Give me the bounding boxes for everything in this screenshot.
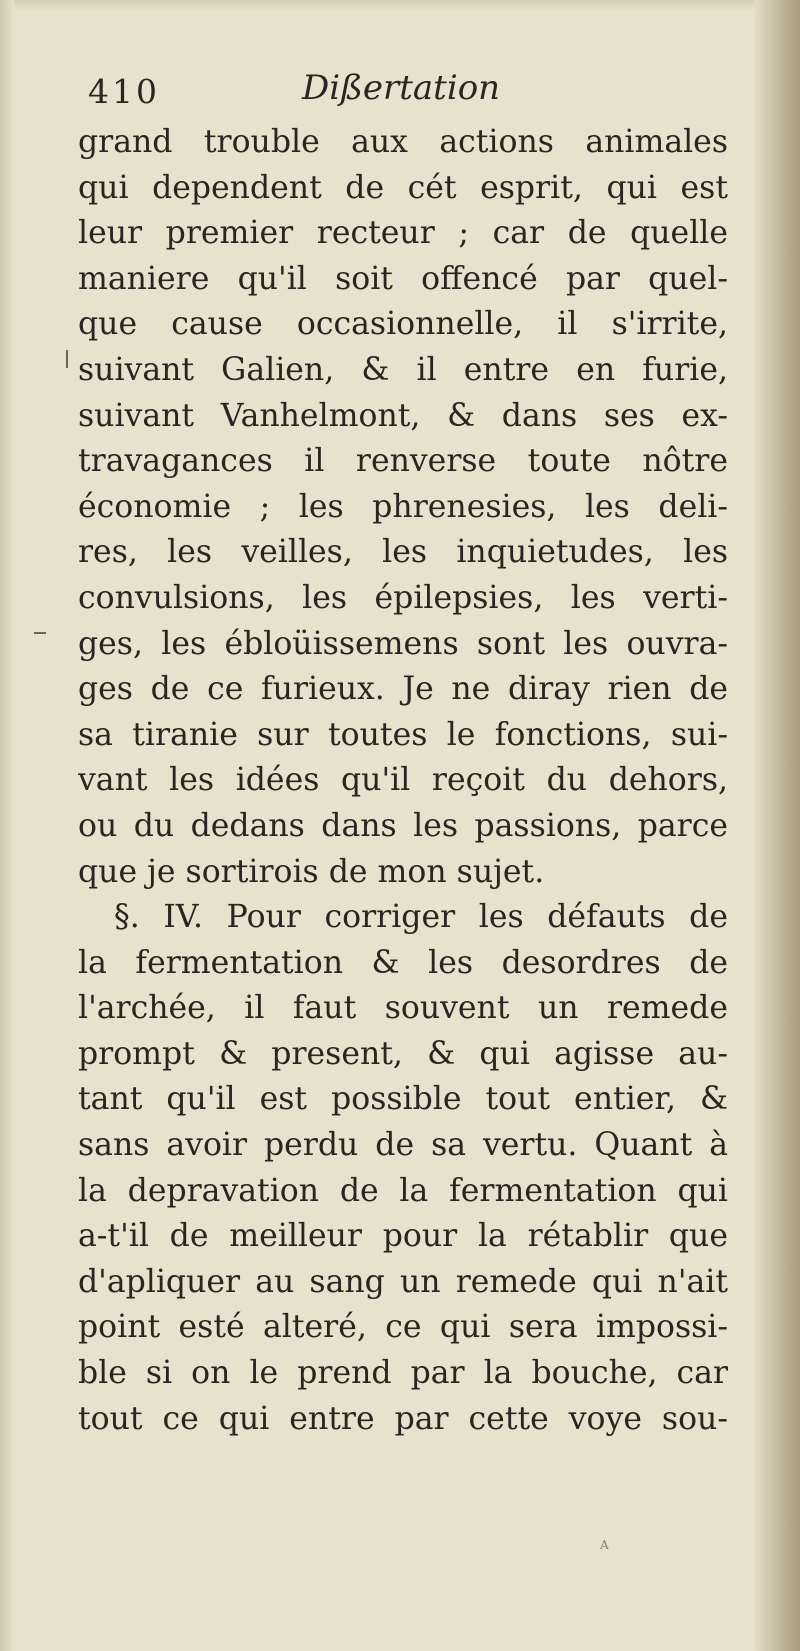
text-line: vant les idées qu'il reçoit du dehors,	[78, 762, 728, 799]
section-heading-line: §. IV. Pour corriger les défauts de	[114, 899, 728, 936]
text-line: maniere qu'il soit offencé par quel-	[78, 260, 728, 297]
text-line: ges, les ébloüissemens sont les ouvra-	[78, 625, 728, 662]
text-line: res, les veilles, les inquietudes, les	[78, 534, 728, 571]
text-line: point esté alteré, ce qui sera impossi-	[78, 1309, 728, 1346]
text-line: ble si on le prend par la bouche, car	[78, 1355, 728, 1392]
text-line: l'archée, il faut souvent un remede	[78, 990, 728, 1027]
text-line: ges de ce furieux. Je ne diray rien de	[78, 671, 728, 708]
scan-edge-left	[0, 0, 14, 1651]
text-line: d'apliquer au sang un remede qui n'ait	[78, 1263, 728, 1300]
text-line: leur premier recteur ; car de quelle	[78, 215, 728, 252]
text-line: suivant Galien, & il entre en furie,	[78, 351, 728, 388]
scan-edge-top	[0, 0, 800, 12]
text-line: sa tiranie sur toutes le fonctions, sui-	[78, 716, 728, 753]
text-line: prompt & present, & qui agisse au-	[78, 1035, 728, 1072]
text-line: grand trouble aux actions animales	[78, 124, 728, 160]
book-page	[78, 62, 728, 1442]
text-line: la fermentation & les desordres de	[78, 944, 728, 981]
text-line: la depravation de la fermentation qui	[78, 1172, 728, 1209]
text-line: ou du dedans dans les passions, parce	[78, 807, 728, 844]
text-line: qui dependent de cét esprit, qui est	[78, 169, 728, 206]
margin-mark	[66, 350, 68, 368]
text-line: économie ; les phrenesies, les deli-	[78, 488, 728, 525]
body-text	[78, 120, 728, 1442]
text-line: que je sortirois de mon sujet.	[78, 853, 545, 890]
text-line: tout ce qui entre par cette voye sou-	[78, 1400, 728, 1437]
margin-mark	[34, 632, 46, 634]
catchword: A	[600, 1538, 609, 1552]
text-line: que cause occasionnelle, il s'irrite,	[78, 306, 728, 343]
text-line: a-t'il de meilleur pour la rétablir que	[78, 1218, 728, 1255]
text-line: convulsions, les épilepsies, les verti-	[78, 579, 728, 616]
page-number: 410	[88, 72, 160, 111]
text-line: suivant Vanhelmont, & dans ses ex-	[78, 397, 728, 434]
text-line: sans avoir perdu de sa vertu. Quant à	[78, 1127, 728, 1164]
text-line: tant qu'il est possible tout entier, &	[78, 1081, 728, 1118]
text-line: travagances il renverse toute nôtre	[78, 443, 728, 480]
running-head	[78, 62, 728, 120]
running-title: Dißertation	[302, 68, 501, 108]
scan-edge-right	[754, 0, 800, 1651]
